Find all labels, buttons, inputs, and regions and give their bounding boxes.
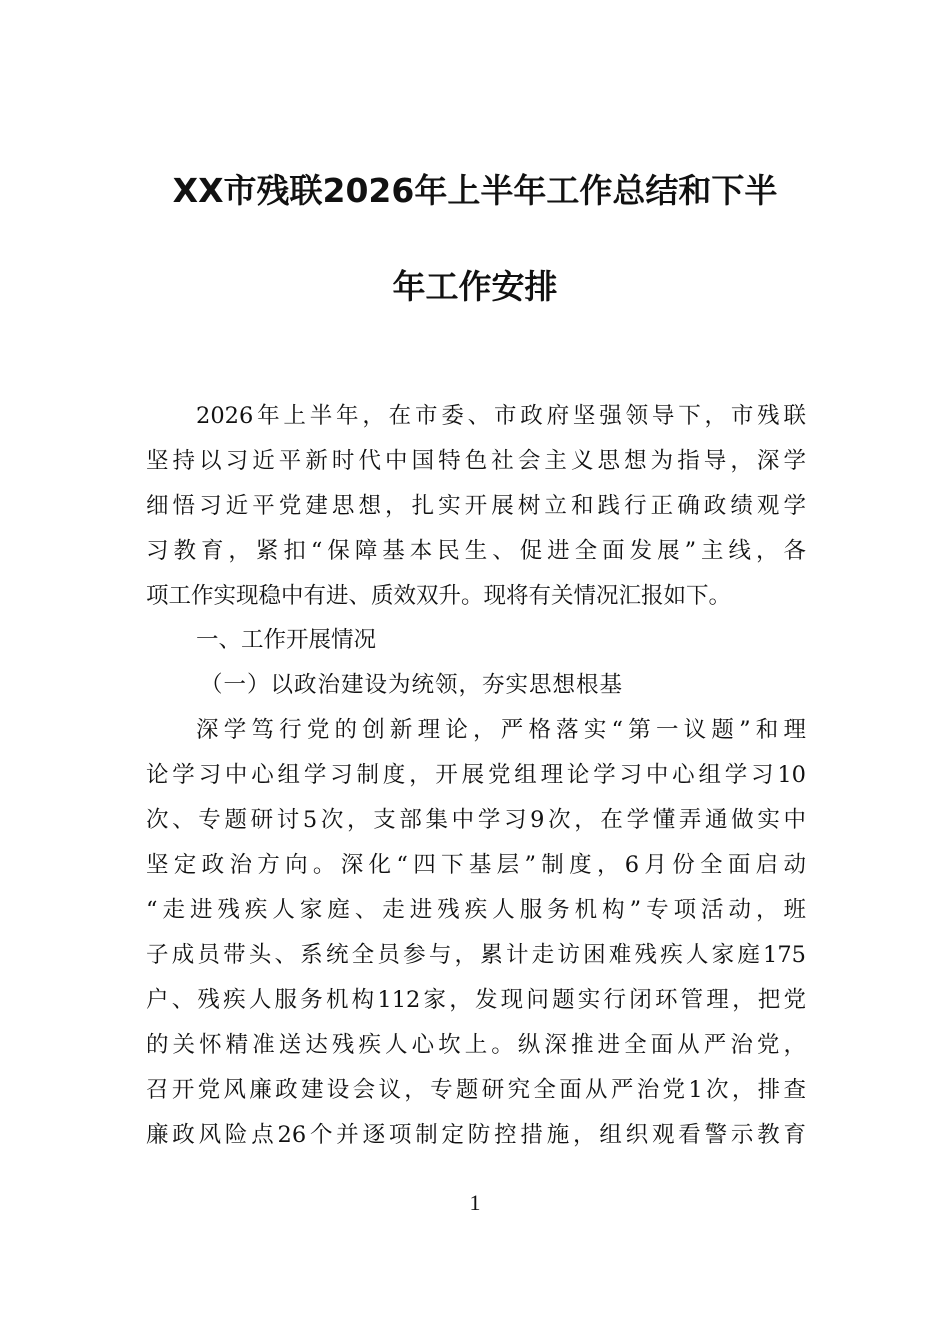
subsection-heading: （一）以政治建设为统领，夯实思想根基 [200, 672, 624, 698]
section-heading: 一、工作开展情况 [196, 627, 377, 653]
document-title-line-2: 年工作安排 [392, 267, 558, 306]
paragraph-line-7: 户、残疾人服务机构112家，发现问题实行闭环管理，把党 [146, 987, 806, 1013]
intro-line-2: 坚持以习近平新时代中国特色社会主义思想为指导，深学 [146, 448, 806, 474]
intro-line-5: 项工作实现稳中有进、质效双升。现将有关情况汇报如下。 [146, 583, 732, 609]
paragraph-line-8: 的关怀精准送达残疾人心坎上。纵深推进全面从严治党， [146, 1032, 806, 1058]
paragraph-line-5: “走进残疾人家庭、走进残疾人服务机构”专项活动，班 [146, 897, 806, 923]
paragraph-line-9: 召开党风廉政建设会议，专题研究全面从严治党1次，排查 [146, 1077, 806, 1103]
paragraph-line-1: 深学笃行党的创新理论，严格落实“第一议题”和理 [196, 717, 806, 743]
intro-line-3: 细悟习近平党建思想，扎实开展树立和践行正确政绩观学 [146, 493, 806, 519]
paragraph-line-6: 子成员带头、系统全员参与，累计走访困难残疾人家庭175 [146, 942, 806, 968]
paragraph-line-2: 论学习中心组学习制度，开展党组理论学习中心组学习10 [146, 762, 806, 788]
paragraph-line-4: 坚定政治方向。深化“四下基层”制度，6月份全面启动 [146, 852, 806, 878]
intro-line-1: 2026年上半年，在市委、市政府坚强领导下，市残联 [196, 403, 806, 429]
page-number: 1 [469, 1190, 481, 1215]
paragraph-line-10: 廉政风险点26个并逐项制定防控措施，组织观看警示教育 [146, 1122, 806, 1148]
document-title-line-1: XX市残联2026年上半年工作总结和下半 [172, 171, 778, 210]
paragraph-line-3: 次、专题研讨5次，支部集中学习9次，在学懂弄通做实中 [146, 807, 806, 833]
intro-line-4: 习教育，紧扣“保障基本民生、促进全面发展”主线，各 [146, 538, 806, 564]
